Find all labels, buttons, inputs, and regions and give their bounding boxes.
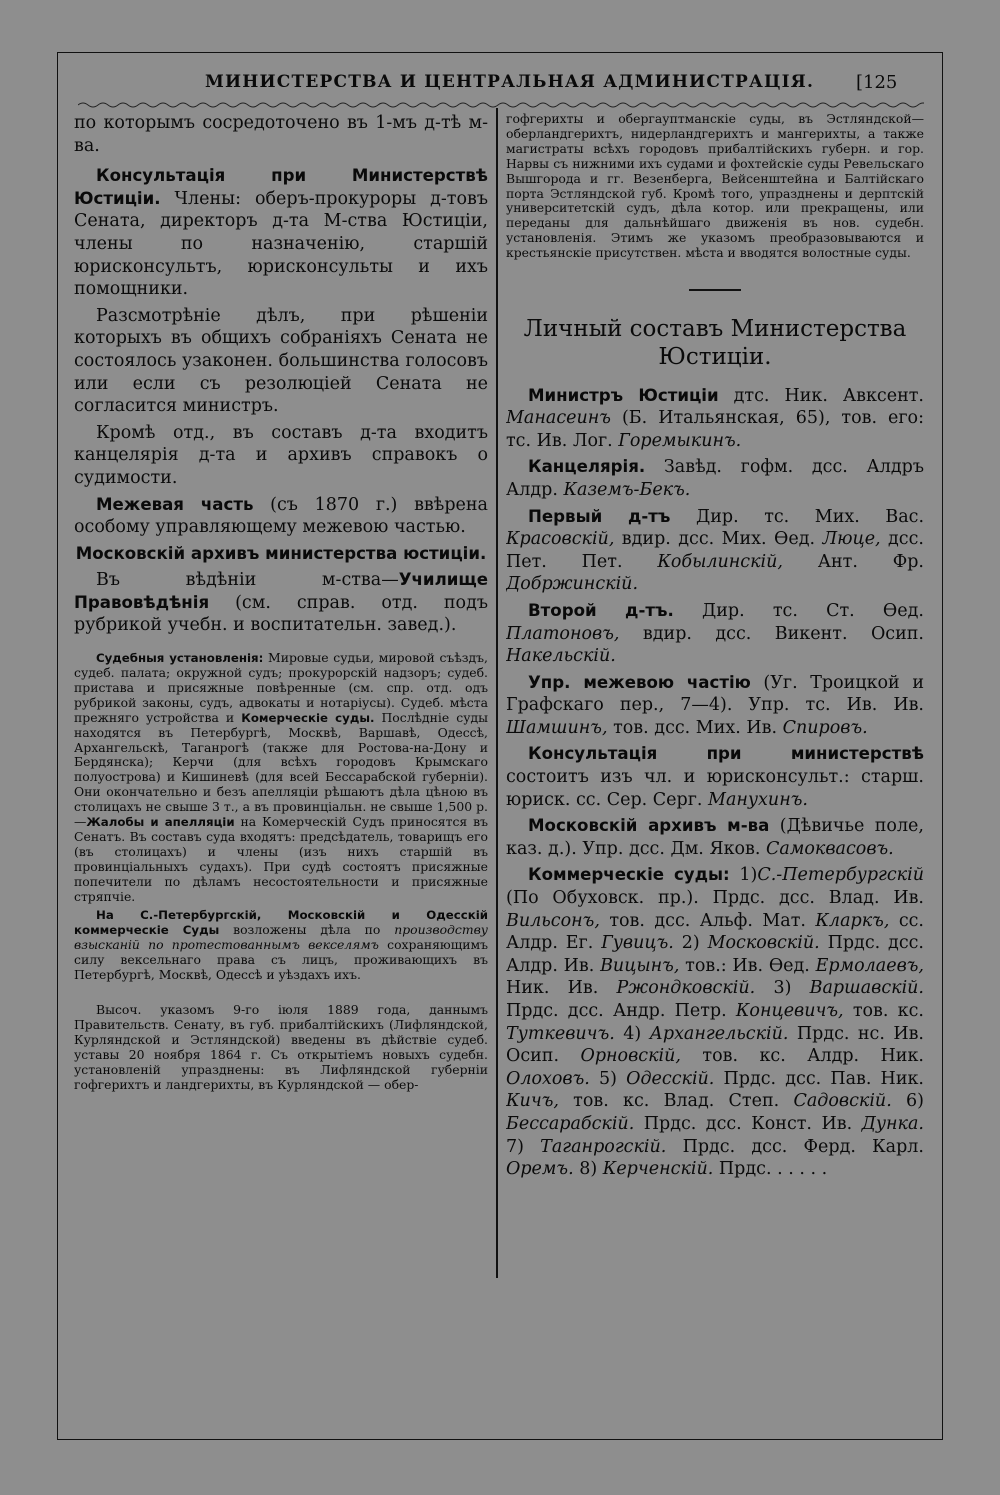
surname: Туткевичъ. bbox=[506, 1023, 615, 1044]
bold-heading: Консультація при Министерствѣ Юстиціи. bbox=[74, 166, 488, 208]
surname: Платоновъ, bbox=[506, 623, 620, 644]
entry-text: (По Обуховск. пр.). Прдс. дсс. Влад. Ив. bbox=[506, 888, 924, 909]
entry-commercial-courts bbox=[506, 864, 924, 1180]
court-name: С.-Петербургскій bbox=[757, 865, 924, 886]
entry-text: Прдс. нс. Ив. Осип. bbox=[506, 1023, 924, 1067]
entry-text: (Б. Итальянская, 65), тов. его: тс. Ив. Лог. bbox=[506, 408, 924, 451]
entry-text: (Дѣвичье поле, каз. д.). Упр. дсс. Дм. Яков. bbox=[506, 816, 924, 859]
entry-text: 3) bbox=[773, 978, 792, 999]
surname: Ржондковскій. bbox=[616, 978, 756, 999]
entry-text: 5) bbox=[598, 1068, 617, 1089]
surname: Накельскій. bbox=[506, 646, 616, 667]
paragraph-text: на Комерческій Судъ приносятся въ Сенатъ. Въ составъ суда входятъ: предсѣдатель, товарищъ его (въ столицахъ) и члены (изъ нихъ старшій въ провинціальныхъ судахъ). При судѣ состоятъ присяжные попечители по дѣламъ несостоятельности и присяжные стряпчіе. bbox=[74, 814, 488, 904]
surname: Красовскій, bbox=[506, 529, 615, 550]
paragraph-decree: Высоч. указомъ 9-го іюля 1889 года, даннымъ Правительств. Сенату, въ губ. прибалтійскихъ (Лифляндской, Курляндской и Эстляндской) введены въ дѣйствіе судеб. уставы 20 ноября 1864 г. Съ открытіемъ новыхъ судебн. установленій упразднены: въ Лифляндской губерніи гофгерихтъ и ландгерихты, въ Курляндской — обер- bbox=[74, 1002, 488, 1092]
entry-text: Завѣд. гофм. дсс. Алдръ Алдр. bbox=[506, 457, 924, 500]
paragraph-text: сохраняющимъ силу вексельнаго права съ лицъ, проживающихъ въ Петербургѣ, Москвѣ, Одессѣ и уѣздахъ ихъ. bbox=[74, 937, 488, 983]
bold-heading: Межевая часть bbox=[96, 494, 254, 514]
section-title-line-1: Личный составъ Министерства bbox=[523, 315, 907, 342]
italic-text: производству взысканій по протестованнымъ векселямъ bbox=[74, 922, 488, 953]
surname: Манасеинъ bbox=[506, 408, 611, 429]
surname: Кичъ, bbox=[506, 1091, 559, 1112]
bold-heading: Комерческіе суды. bbox=[241, 710, 375, 725]
paragraph: Кромѣ отд., въ составъ д-та входитъ канцелярія д-та и архивъ справокъ о судимости. bbox=[74, 422, 488, 488]
entry-text: 6) bbox=[906, 1091, 924, 1112]
surname: Люце, bbox=[822, 529, 881, 550]
paragraph-survey bbox=[74, 494, 488, 539]
page-number: [125 bbox=[856, 72, 898, 93]
bold-heading: Упр. межевою частію bbox=[528, 672, 751, 692]
paragraph-text: Члены: оберъ-прокуроры д-товъ Сената, директоръ д-та М-ства Юстиціи, члены по назначенію, старшій юрисконсультъ, юрисконсульты и ихъ помощники. bbox=[74, 188, 488, 300]
paragraph: Разсмотрѣніе дѣлъ, при рѣшеніи которыхъ въ общихъ собраніяхъ Сената не состоялось узаконен. большинства голосовъ или если съ резолюціей Сената не согласится министръ. bbox=[74, 305, 488, 417]
entry-text: дсс. Пет. Пет. bbox=[506, 529, 924, 572]
surname: Самоквасовъ. bbox=[766, 838, 894, 859]
entry-text: Дир. тс. Мих. Вас. bbox=[695, 506, 924, 527]
short-rule bbox=[689, 289, 741, 291]
paragraph-commercial-courts bbox=[74, 908, 488, 983]
paragraph-consultation bbox=[74, 165, 488, 301]
surname: Гувицъ. bbox=[601, 933, 674, 954]
surname: Добржинскій. bbox=[506, 574, 639, 595]
entry-text: Прдс. дсс. Конст. Ив. bbox=[643, 1113, 853, 1134]
paragraph-text: Въ вѣдѣніи м-ства— bbox=[96, 570, 399, 591]
entry-text: сс. Алдр. Ег. bbox=[506, 910, 924, 954]
surname: Каземъ-Бекъ. bbox=[563, 479, 691, 500]
entry-text: тов. дсс. Альф. Мат. bbox=[609, 910, 806, 931]
surname: Кобылинскій, bbox=[657, 551, 783, 572]
surname: Оремъ. bbox=[506, 1159, 574, 1180]
surname: Ермолаевъ, bbox=[815, 955, 924, 976]
section-title bbox=[506, 315, 924, 371]
court-name: Архангельскій. bbox=[649, 1023, 789, 1044]
entry-consultation bbox=[506, 743, 924, 811]
bold-heading: Судебныя установленія: bbox=[96, 651, 264, 666]
court-name: Керченскій. bbox=[602, 1159, 714, 1180]
entry-text: тов. кс. Влад. Степ. bbox=[573, 1091, 780, 1112]
entry-text: вдир. дсс. Викент. Осип. bbox=[642, 623, 924, 644]
bold-heading: На С.-Петербургскій, Московскій и Одесскій коммерческіе Суды bbox=[74, 908, 488, 938]
entry-text: 8) bbox=[579, 1159, 598, 1180]
entry-text: Прдс. дсс. Андр. Петр. bbox=[506, 1001, 727, 1021]
entry-text: Ник. Ив. bbox=[506, 978, 599, 999]
paragraph-text: Послѣдніе суды находятся въ Петербургѣ, Москвѣ, Варшавѣ, Одессѣ, Архангельскѣ, Таганрогѣ (также для Ростова-на-Дону и Бердянска); Керчи (для всѣхъ городовъ Крымскаго полуострова) и Кишиневѣ (для всей Бессарабской губерніи). Они окончательно и безъ апелляціи рѣшаютъ дѣла цѣною въ столицахъ не свыше 3 т., а въ провинціальн. не свыше 1,500 р.— bbox=[74, 709, 488, 830]
entry-text: 2) bbox=[681, 933, 700, 954]
entry-text: тов. кс. Алдр. Ник. bbox=[702, 1046, 924, 1067]
entry-text: 1) bbox=[739, 865, 758, 886]
entry-minister bbox=[506, 385, 924, 453]
running-header bbox=[0, 72, 1000, 100]
entry-text: состоитъ изъ чл. и юрисконсульт.: старш. юриск. сс. Сер. Серг. bbox=[506, 767, 924, 810]
entry-text: 4) bbox=[623, 1023, 642, 1044]
bold-heading: Второй д-тъ. bbox=[528, 600, 674, 620]
section-title-line-2: Юстиціи. bbox=[658, 343, 772, 370]
court-name: Таганрогскій. bbox=[540, 1136, 667, 1157]
entry-text: тов. дсс. Мих. Ив. bbox=[613, 717, 778, 738]
court-name: Варшавскій. bbox=[809, 978, 924, 999]
paragraph-text: (см. справ. отд. подъ рубрикой учебн. и воспитательн. завед.). bbox=[74, 592, 488, 636]
surname: Горемыкинъ. bbox=[618, 430, 742, 451]
entry-text: тов.: Ив. Ѳед. bbox=[685, 955, 810, 976]
entry-text: Прдс. . . . . . bbox=[718, 1159, 828, 1180]
entry-text: Прдс. дсс. Пав. Ник. bbox=[723, 1068, 924, 1089]
entry-survey-part bbox=[506, 672, 924, 740]
surname: Кларкъ, bbox=[815, 910, 890, 931]
bold-heading: Московскій архивъ м-ва bbox=[528, 816, 770, 836]
court-name: Бессарабскій. bbox=[506, 1113, 635, 1134]
bold-heading: Первый д-тъ bbox=[528, 506, 671, 526]
entry-text: тов. кс. bbox=[852, 1001, 924, 1021]
column-divider bbox=[496, 108, 498, 1278]
surname: Вильсонъ, bbox=[506, 910, 600, 931]
wavy-rule bbox=[78, 100, 924, 110]
surname: Садовскій. bbox=[793, 1091, 892, 1112]
entry-text: Дир. тс. Ст. Ѳед. bbox=[701, 600, 924, 621]
paragraph-text: (съ 1870 г.) ввѣрена особому управляющему межевою частью. bbox=[74, 494, 488, 538]
surname: Дунка. bbox=[861, 1113, 924, 1134]
right-column bbox=[506, 112, 924, 1282]
entry-chancellery bbox=[506, 456, 924, 501]
entry-text: Прдс. дсс. Алдр. Ив. bbox=[506, 933, 924, 976]
entry-moscow-archive bbox=[506, 815, 924, 860]
paragraph: по которымъ сосредоточено въ 1-мъ д-тѣ м-ва. bbox=[74, 113, 488, 156]
left-column bbox=[74, 112, 488, 1282]
entry-text: 7) bbox=[506, 1136, 524, 1157]
surname: Шамшинъ, bbox=[506, 717, 608, 738]
paragraph-text: Мировые судьи, мировой съѣздъ, судеб. палата; окружной судъ; прокурорскій надзоръ; судеб. пристава и присяжные повѣренные (см. спр. отд. одъ рубрикой законы, судъ, адвокаты и нотаріусы). Судеб. мѣста прежняго устройства и bbox=[74, 650, 488, 725]
surname: Манухинъ. bbox=[708, 789, 808, 810]
bold-heading: Коммерческіе суды: bbox=[528, 865, 730, 885]
surname: Вицынъ, bbox=[600, 955, 680, 976]
header-title: МИНИСТЕРСТВА И ЦЕНТРАЛЬНАЯ АДМИНИСТРАЦІЯ. bbox=[205, 72, 815, 92]
paragraph-archive bbox=[74, 543, 488, 566]
bold-heading: Жалобы и апелляціи bbox=[86, 815, 235, 830]
entry-second-department bbox=[506, 600, 924, 668]
entry-text: (Уг. Троицкой и Графскаго пер., 7—4). Упр. тс. Ив. Ив. bbox=[506, 672, 924, 716]
court-name: Московскій. bbox=[707, 933, 820, 954]
surname: Олоховъ. bbox=[506, 1068, 590, 1089]
bold-heading: Канцелярія. bbox=[528, 457, 646, 477]
bold-heading: Училище Правовѣдѣнія bbox=[74, 570, 488, 612]
bold-heading: Министръ Юстиціи bbox=[528, 385, 719, 405]
bold-heading: Московскій архивъ министерства юстиціи. bbox=[75, 543, 487, 563]
paragraph-courts bbox=[74, 651, 488, 904]
court-name: Одесскій. bbox=[626, 1068, 715, 1089]
surname: Спировъ. bbox=[782, 717, 868, 738]
entry-text: Ант. Фр. bbox=[817, 551, 924, 572]
entry-text: дтс. Ник. Авксент. bbox=[733, 385, 924, 406]
paragraph-text: возложены дѣла по bbox=[233, 922, 381, 938]
paragraph-decree-continued: гофгерихты и обергауптманскіе суды, въ Эстляндской—оберландгерихтъ, нидерландгерихтъ и мангерихты, а также магистраты всѣхъ городовъ прибалтійскихъ губерн. и гор. Нарвы съ нижними ихъ судами и фохтейскіе суды Ревельскаго Вышгорода и гг. Везенберга, Вейсенштейна и Балтійскаго порта Эстляндской губ. Кромѣ того, упразднены и дерптскій университетскій судъ, дѣла котор. или прекращены, или переданы для дальнѣйшаго движенія въ нов. судебн. установленія. Этимъ же указомъ преобразовываются и крестьянскіе присутствен. мѣста и вводятся волостные суды. bbox=[506, 112, 924, 261]
surname: Концевичъ, bbox=[735, 1001, 844, 1021]
entry-first-department bbox=[506, 506, 924, 596]
bold-heading: Консультація при министерствѣ bbox=[528, 744, 924, 764]
paragraph-school bbox=[74, 569, 488, 637]
entry-text: Прдс. дсс. Ферд. Карл. bbox=[682, 1136, 924, 1157]
surname: Орновскій, bbox=[580, 1046, 681, 1067]
entry-text: вдир. дсс. Мих. Ѳед. bbox=[621, 529, 816, 550]
